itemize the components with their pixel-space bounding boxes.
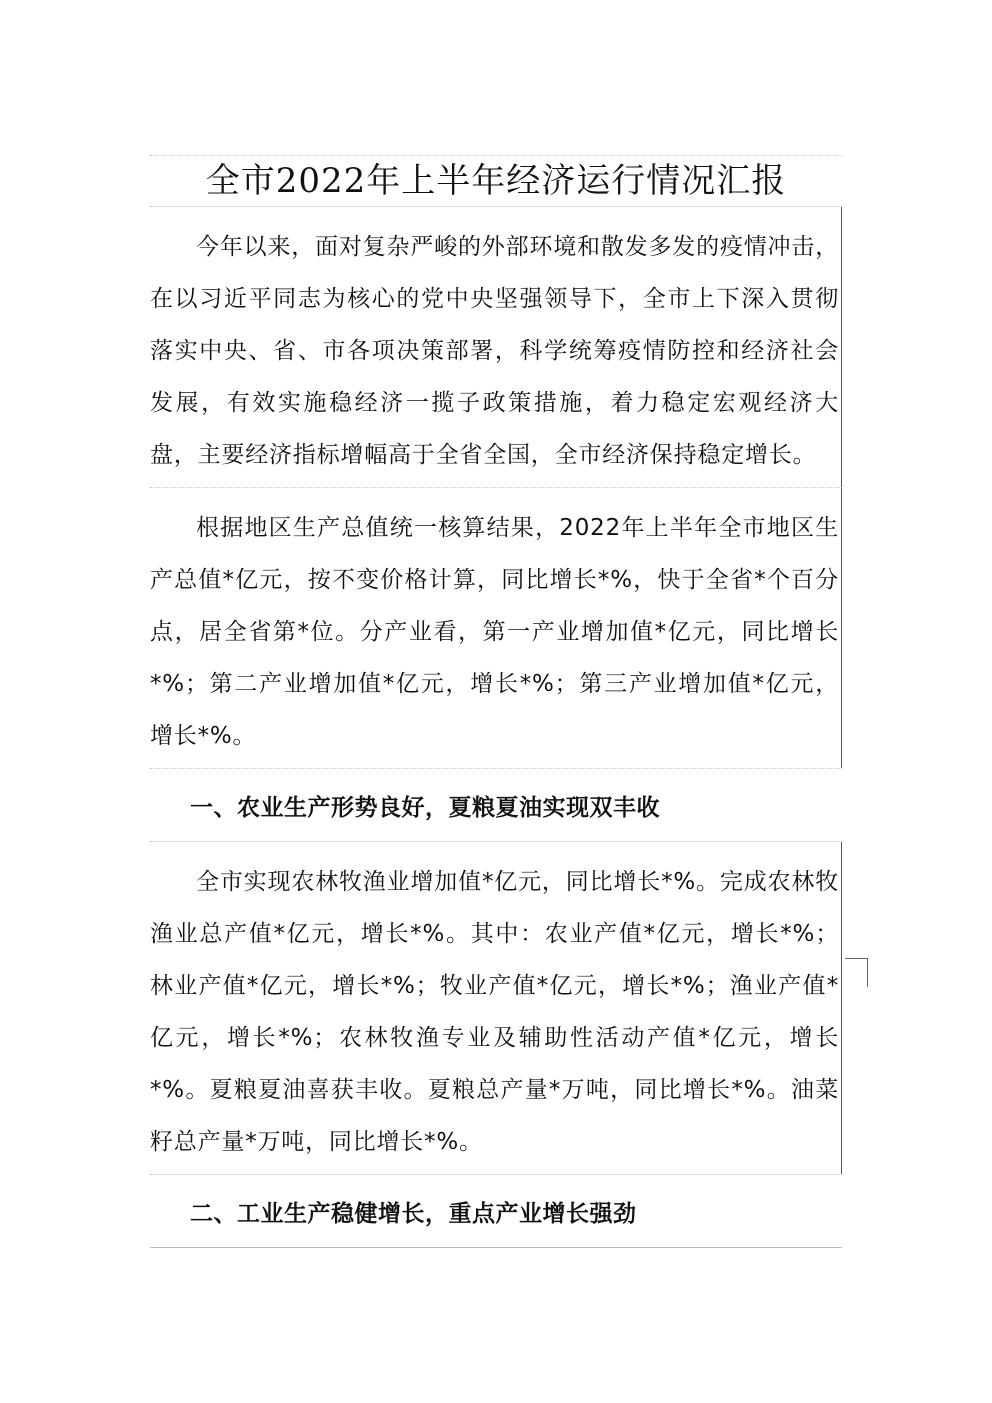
margin-corner-mark (845, 958, 868, 987)
agriculture-paragraph: 全市实现农林牧渔业增加值*亿元，同比增长*%。完成农林牧渔业总产值*亿元，增长*%。其中：农业产值*亿元，增长*%；林业产值*亿元，增长*%；牧业产值*亿元，增长*%；渔业产值*亿元，增长*%；农林牧渔专业及辅助性活动产值*亿元，增长*%。夏粮夏油喜获丰收。夏粮总产量*万吨，同比增长*%。油菜籽总产量*万吨，同比增长*%。 (150, 842, 842, 1174)
intro-paragraph: 今年以来，面对复杂严峻的外部环境和散发多发的疫情冲击，在以习近平同志为核心的党中央坚强领导下，全市上下深入贯彻落实中央、省、市各项决策部署，科学统筹疫情防控和经济社会发展，有效实施稳经济一揽子政策措施，着力稳定宏观经济大盘，主要经济指标增幅高于全省全国，全市经济保持稳定增长。 (150, 207, 842, 487)
gdp-paragraph: 根据地区生产总值统一核算结果，2022年上半年全市地区生产总值*亿元，按不变价格计算，同比增长*%，快于全省*个百分点，居全省第*位。分产业看，第一产业增加值*亿元，同比增长*%；第二产业增加值*亿元，增长*%；第三产业增加值*亿元，增长*%。 (150, 488, 842, 768)
section-bottom-rule (150, 1247, 842, 1248)
document-title: 全市2022年上半年经济运行情况汇报 (205, 161, 787, 201)
document-page (150, 155, 842, 1248)
section-heading-agriculture: 一、农业生产形势良好，夏粮夏油实现双丰收 (190, 795, 660, 821)
section-heading-industry: 二、工业生产稳健增长，重点产业增长强劲 (190, 1201, 637, 1227)
